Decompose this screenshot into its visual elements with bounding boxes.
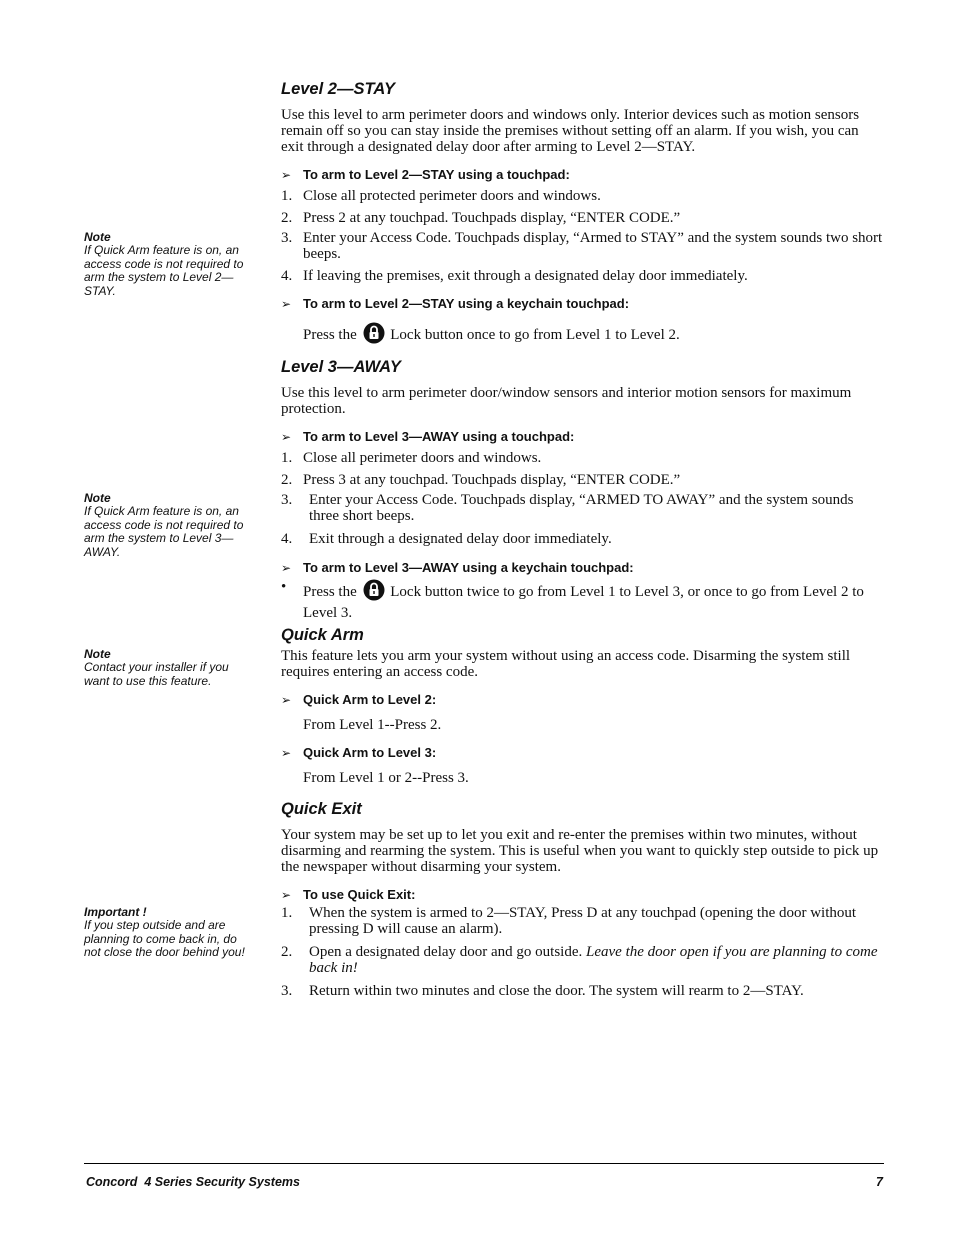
quick-arm-proc1-title: ➢ Quick Arm to Level 2:	[281, 692, 437, 707]
quick-arm-proc2-title: ➢ Quick Arm to Level 3:	[281, 745, 437, 760]
side-note-important: Important ! If you step outside and are planning to come back in, do not close the door behind you!	[84, 905, 245, 960]
level2-heading: Level 2—STAY	[281, 80, 396, 98]
level3-proc2-title: ➢ To arm to Level 3—AWAY using a keychain touchpad:	[281, 560, 634, 575]
quick-arm-proc1-text: From Level 1--Press 2.	[303, 717, 442, 733]
list-item: 4. If leaving the premises, exit through a designated delay door immediately.	[281, 268, 748, 284]
quick-exit-proc-title: ➢ To use Quick Exit:	[281, 887, 416, 902]
arrow-icon: ➢	[281, 888, 292, 902]
list-item: 3. Enter your Access Code. Touchpads display, “ARMED TO AWAY” and the system sounds three short beeps.	[281, 492, 854, 524]
side-note: Note If Quick Arm feature is on, an access code is not required to arm the system to Level 3— AWAY.	[84, 491, 244, 559]
side-note: Note If Quick Arm feature is on, an access code is not required to arm the system to Level 2— STAY.	[84, 230, 244, 298]
quick-arm-heading: Quick Arm	[281, 626, 364, 644]
footer-divider	[84, 1163, 884, 1164]
list-item: 4. Exit through a designated delay door immediately.	[281, 531, 612, 547]
side-note: Note Contact your installer if you want to use this feature.	[84, 647, 229, 688]
arrow-icon: ➢	[281, 693, 292, 707]
arrow-icon: ➢	[281, 561, 292, 575]
footer-title: Concord 4 Series Security Systems	[86, 1175, 300, 1189]
page-number: 7	[876, 1175, 883, 1189]
list-item: 2. Press 2 at any touchpad. Touchpads display, “ENTER CODE.”	[281, 210, 681, 226]
list-item: 1. Close all protected perimeter doors and windows.	[281, 188, 601, 204]
list-item: 1. When the system is armed to 2—STAY, Press D at any touchpad (opening the door without pressing D will cause an alarm).	[281, 905, 857, 937]
level3-heading: Level 3—AWAY	[281, 358, 401, 376]
arrow-icon: ➢	[281, 430, 292, 444]
list-item: 3. Enter your Access Code. Touchpads display, “Armed to STAY” and the system sounds two short beeps.	[281, 230, 883, 262]
list-item: 1. Close all perimeter doors and windows.	[281, 450, 542, 466]
lock-icon	[363, 579, 385, 605]
arrow-icon: ➢	[281, 297, 292, 311]
level3-intro: Use this level to arm perimeter door/window sensors and interior motion sensors for maximum protection.	[281, 385, 852, 417]
level2-proc1-title: ➢ To arm to Level 2—STAY using a touchpad:	[281, 167, 570, 182]
arrow-icon: ➢	[281, 746, 292, 760]
list-item: 2. Press 3 at any touchpad. Touchpads display, “ENTER CODE.”	[281, 472, 681, 488]
quick-arm-proc2-text: From Level 1 or 2--Press 3.	[303, 770, 469, 786]
list-item: 2. Open a designated delay door and go outside. Leave the door open if you are planning to come back in!	[281, 944, 878, 976]
lock-icon	[363, 322, 385, 348]
quick-exit-intro: Your system may be set up to let you exit and re-enter the premises within two minutes, without disarming and rearming the system. This is useful when you want to quickly step outside to pick up the newspaper without disarming your system.	[281, 827, 879, 875]
level3-proc1-title: ➢ To arm to Level 3—AWAY using a touchpad:	[281, 429, 575, 444]
quick-exit-heading: Quick Exit	[281, 800, 362, 818]
quick-arm-intro: This feature lets you arm your system without using an access code. Disarming the system still requires entering an access code.	[281, 648, 851, 680]
level2-intro: Use this level to arm perimeter doors and windows only. Interior devices such as motion sensors remain off so you can stay inside the premises without setting off an alarm. If you wish, you can exit through a designated delay door after arming to Level 2—STAY.	[281, 107, 860, 155]
level2-proc2-title: ➢ To arm to Level 2—STAY using a keychain touchpad:	[281, 296, 630, 311]
level2-keychain-text: Press the Lock button once to go from Level 1 to Level 2.	[303, 322, 680, 348]
level3-keychain-item: • Press the Lock button twice to go from Level 1 to Level 3, or once to go from Level 2 to Level 3.	[281, 579, 864, 621]
arrow-icon: ➢	[281, 168, 292, 182]
list-item: 3. Return within two minutes and close the door. The system will rearm to 2—STAY.	[281, 983, 804, 999]
